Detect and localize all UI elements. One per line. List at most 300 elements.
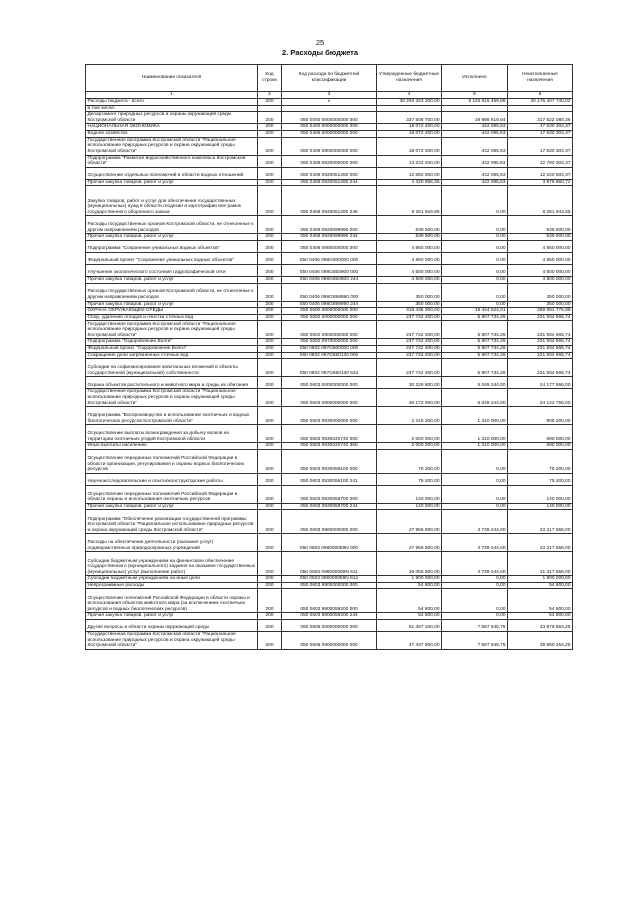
row-classification: 050 0603 0930059100 241 xyxy=(282,473,377,485)
row-code: 200 xyxy=(258,576,282,583)
row-unexecuted: 231 934 665,74 xyxy=(508,359,573,377)
row-name: Расходы государственных органов Костромской области, не отнесенные к другим направлениям расходов xyxy=(86,216,258,234)
row-classification: 050 0603 096000059N 000 xyxy=(282,534,377,552)
row-name: Другие вопросы в области охраны окружающей среды xyxy=(86,620,258,632)
row-name: Подпрограмма "Воспроизводство и использование охотничьих и водных биологических ресурсов Костромской области" xyxy=(86,407,258,425)
row-name: Осуществление переданных полномочий Российской Федерации в области организации, регулирования и охраны водных биологических ресурсов xyxy=(86,449,258,473)
row-approved: 4 420 956,35 xyxy=(377,179,442,186)
row-code: 200 xyxy=(258,443,282,450)
row-unexecuted: 54 800,00 xyxy=(508,582,573,589)
header-unexecuted: Неисполненные назначения xyxy=(508,65,573,92)
row-approved: 18 072 400,00 xyxy=(377,130,442,137)
header-code: Код строки xyxy=(258,65,282,92)
row-approved: 140 000,00 xyxy=(377,503,442,510)
row-classification: 050 0406 098G850900 244 xyxy=(282,276,377,283)
row-name: Сбор, удаление отходов и очистка сточных вод xyxy=(86,314,258,321)
row-code: 200 xyxy=(258,345,282,352)
row-code: 200 xyxy=(258,179,282,186)
row-executed xyxy=(442,105,508,112)
table-row xyxy=(86,473,573,485)
row-name: Прочая закупка товаров, работ и услуг xyxy=(86,234,258,241)
row-classification xyxy=(282,105,377,112)
row-executed: 4 739 244,00 xyxy=(442,534,508,552)
row-name: Прочая закупка товаров, работ и услуг xyxy=(86,276,258,283)
row-classification: 050 0600 0000000000 000 xyxy=(282,308,377,315)
row-executed: 0,00 xyxy=(442,240,508,252)
row-executed: 442 095,63 xyxy=(442,155,508,167)
row-unexecuted: 12 240 804,37 xyxy=(508,167,573,179)
row-unexecuted: 8 261 943,65 xyxy=(508,186,573,216)
row-approved: 350 000,00 xyxy=(377,283,442,301)
row-approved: 27 956 800,00 xyxy=(377,510,442,534)
column-numbers-row xyxy=(86,92,573,99)
row-classification: 050 0602 0970000000 000 xyxy=(282,339,377,346)
row-executed: 0,00 xyxy=(442,485,508,503)
row-approved: 4 500 000,00 xyxy=(377,264,442,276)
row-name: Научноисследовательские и опытноконструкторские работы xyxy=(86,473,258,485)
table-row xyxy=(86,485,573,503)
row-executed: 5 807 734,26 xyxy=(442,352,508,359)
row-name: Государственная программа Костромской области "Рациональное использование природных ресурсов и охрана окружающей среды Костромской области" xyxy=(86,632,258,650)
row-executed: 0,00 xyxy=(442,276,508,283)
table-row xyxy=(86,264,573,276)
row-code: 200 xyxy=(258,308,282,315)
row-unexecuted: 905 200,00 xyxy=(508,407,573,425)
table-row xyxy=(86,167,573,179)
row-unexecuted xyxy=(508,105,573,112)
table-row xyxy=(86,124,573,131)
row-code: 200 xyxy=(258,359,282,377)
table-row xyxy=(86,240,573,252)
row-executed: 0,00 xyxy=(442,576,508,583)
row-approved xyxy=(377,105,442,112)
row-executed: 5 807 734,26 xyxy=(442,321,508,339)
row-approved: 237 742 400,00 xyxy=(377,314,442,321)
row-code: 200 xyxy=(258,301,282,308)
table-row xyxy=(86,389,573,407)
table-row xyxy=(86,552,573,576)
row-code: 200 xyxy=(258,552,282,576)
row-classification: 050 0406 0900000000 000 xyxy=(282,137,377,155)
row-name: Осуществление переданных полномочий Российской Федерации в области охраны и использования охотничьих ресурсов xyxy=(86,485,258,503)
row-executed: 4 739 244,00 xyxy=(442,510,508,534)
row-executed: 7 587 545,75 xyxy=(442,620,508,632)
row-code: 200 xyxy=(258,632,282,650)
table-row xyxy=(86,321,573,339)
row-unexecuted: 317 622 080,36 xyxy=(508,112,573,124)
column-number: 2 xyxy=(258,92,282,99)
row-name: Улучшение экологического состояния гидрографической сети xyxy=(86,264,258,276)
row-classification: 050 0406 0920051280 245 xyxy=(282,186,377,216)
row-executed: 5 807 734,26 xyxy=(442,339,508,346)
row-classification: 050 0603 9900000000 000 xyxy=(282,582,377,589)
header-classification: Код расхода по бюджетной классификации xyxy=(282,65,377,92)
row-executed: 0,00 xyxy=(442,613,508,620)
row-classification: 050 0406 098G899990 000 xyxy=(282,283,377,301)
row-classification: 050 0400 0000000000 000 xyxy=(282,124,377,131)
header-approved: Утвержденные бюджетные назначения xyxy=(377,65,442,92)
row-unexecuted: 17 630 304,37 xyxy=(508,130,573,137)
row-unexecuted: 4 500 000,00 xyxy=(508,264,573,276)
table-row xyxy=(86,137,573,155)
column-number: 5 xyxy=(442,92,508,99)
row-classification: 050 0602 0900000000 000 xyxy=(282,321,377,339)
row-name: Расходы бюджета - всего xyxy=(86,99,258,106)
row-code: 200 xyxy=(258,377,282,389)
row-name: Непрограммные расходы xyxy=(86,582,258,589)
table-row xyxy=(86,216,573,234)
row-classification: 050 0603 0930020740 360 xyxy=(282,443,377,450)
row-name: Субсидии на софинансирование капитальных вложений в объекты государственной (муниципальной) собственности xyxy=(86,359,258,377)
table-row xyxy=(86,112,573,124)
row-approved: 4 850 000,00 xyxy=(377,240,442,252)
row-classification: 050 0603 096000059N 611 xyxy=(282,552,377,576)
row-approved: 75 200,00 xyxy=(377,449,442,473)
row-approved: 1 900 000,00 xyxy=(377,576,442,583)
row-approved: 26 056 800,00 xyxy=(377,552,442,576)
row-unexecuted: 39 850 254,25 xyxy=(508,632,573,650)
row-name: Иные выплаты населению xyxy=(86,443,258,450)
row-approved: 8 261 943,65 xyxy=(377,186,442,216)
row-code: 200 xyxy=(258,589,282,613)
table-row xyxy=(86,407,573,425)
row-executed: 0,00 xyxy=(442,252,508,264)
row-approved: 30 172 000,00 xyxy=(377,389,442,407)
row-name: Сокращение доли загрязненных сточных вод xyxy=(86,352,258,359)
table-row xyxy=(86,179,573,186)
row-approved: 237 742 400,00 xyxy=(377,352,442,359)
row-executed: 4 739 244,00 xyxy=(442,552,508,576)
table-row xyxy=(86,314,573,321)
row-code: 200 xyxy=(258,216,282,234)
row-approved: 13 222 400,00 xyxy=(377,155,442,167)
row-name: Осуществление отдельных полномочий в области водных отношений xyxy=(86,167,258,179)
table-row xyxy=(86,234,573,241)
row-unexecuted: 539 500,00 xyxy=(508,216,573,234)
row-unexecuted: 690 000,00 xyxy=(508,425,573,443)
row-executed: 5 807 734,26 xyxy=(442,359,508,377)
row-approved: 2 000 000,00 xyxy=(377,443,442,450)
row-executed: 442 095,63 xyxy=(442,167,508,179)
row-executed: 442 095,63 xyxy=(442,130,508,137)
column-number: 6 xyxy=(508,92,573,99)
table-row xyxy=(86,130,573,137)
row-code: 200 xyxy=(258,407,282,425)
row-code: 200 xyxy=(258,314,282,321)
row-unexecuted: 23 217 556,00 xyxy=(508,510,573,534)
row-approved: 51 467 100,00 xyxy=(377,620,442,632)
table-row xyxy=(86,276,573,283)
row-unexecuted: 231 934 665,74 xyxy=(508,321,573,339)
row-approved: 350 000,00 xyxy=(377,301,442,308)
row-name: Прочая закупка товаров, работ и услуг xyxy=(86,301,258,308)
row-code: 200 xyxy=(258,534,282,552)
row-executed: 0,00 xyxy=(442,582,508,589)
row-unexecuted: 231 934 665,74 xyxy=(508,352,573,359)
row-classification: 050 0603 0930000000 000 xyxy=(282,407,377,425)
row-code: 200 xyxy=(258,130,282,137)
row-executed: 442 095,63 xyxy=(442,124,508,131)
row-classification: 050 0603 0900000000 000 xyxy=(282,389,377,407)
row-executed: 6 049 244,00 xyxy=(442,377,508,389)
row-name: Субсидии бюджетным учреждениям на иные цели xyxy=(86,576,258,583)
row-name: Прочая закупка товаров, работ и услуг xyxy=(86,179,258,186)
row-unexecuted: 3 978 860,72 xyxy=(508,179,573,186)
row-unexecuted: 12 780 304,37 xyxy=(508,155,573,167)
row-code: 200 xyxy=(258,321,282,339)
row-unexecuted: 350 000,00 xyxy=(508,283,573,301)
row-name: Федеральный проект "Оздоровление Волги" xyxy=(86,345,258,352)
column-number: 4 xyxy=(377,92,442,99)
table-row xyxy=(86,443,573,450)
table-row xyxy=(86,283,573,301)
row-classification: 050 0603 9900059200 000 xyxy=(282,589,377,613)
row-name: Государственная программа Костромской области "Рациональное использование природных ресурсов и охрана окружающей среды Костромской области" xyxy=(86,137,258,155)
row-code: 200 xyxy=(258,613,282,620)
row-approved: 237 742 400,00 xyxy=(377,359,442,377)
row-name: Прочая закупка товаров, работ и услуг xyxy=(86,613,258,620)
row-unexecuted: 350 000,00 xyxy=(508,301,573,308)
row-approved: 54 800,00 xyxy=(377,589,442,613)
row-approved: 47 437 800,00 xyxy=(377,632,442,650)
row-name: Подпрограмма "Оздоровление Волги" xyxy=(86,339,258,346)
row-classification: 050 0406 0920051280 244 xyxy=(282,179,377,186)
table-row xyxy=(86,620,573,632)
row-code: 200 xyxy=(258,252,282,264)
row-executed: 6 049 244,00 xyxy=(442,389,508,407)
row-name: Осуществление выплаты вознаграждения за добычу волков на территории охотничьих угодий Костромской области xyxy=(86,425,258,443)
table-row xyxy=(86,252,573,264)
row-name: Подпрограмма "Сохранение уникальных водных объектов" xyxy=(86,240,258,252)
row-classification: 050 0603 0930059700 244 xyxy=(282,503,377,510)
row-approved: 4 500 000,00 xyxy=(377,276,442,283)
row-name: ОХРАНА ОКРУЖАЮЩЕЙ СРЕДЫ xyxy=(86,308,258,315)
expenses-table xyxy=(85,64,573,650)
row-executed: 19 886 619,64 xyxy=(442,112,508,124)
row-code: 200 xyxy=(258,167,282,179)
row-classification: 050 0603 0000000000 000 xyxy=(282,377,377,389)
row-classification: 050 0603 9900059200 244 xyxy=(282,613,377,620)
row-unexecuted: 75 200,00 xyxy=(508,449,573,473)
row-approved: 2 000 000,00 xyxy=(377,425,442,443)
row-unexecuted: 17 630 304,37 xyxy=(508,124,573,131)
row-code: 200 xyxy=(258,425,282,443)
table-row xyxy=(86,308,573,315)
row-classification: 050 0602 0000000000 000 xyxy=(282,314,377,321)
row-classification: 050 0406 0920099990 000 xyxy=(282,216,377,234)
row-name: Охрана объектов растительного и животного мира и среды их обитания xyxy=(86,377,258,389)
table-row xyxy=(86,510,573,534)
row-executed: 5 807 734,26 xyxy=(442,314,508,321)
row-classification: 050 0605 0900000000 000 xyxy=(282,632,377,650)
row-unexecuted: 231 934 665,74 xyxy=(508,339,573,346)
row-executed: 0,00 xyxy=(442,264,508,276)
row-name: Подпрограмма "Обеспечение реализации государственной программы Костромской области "Рациональное использование природных ресурсов и охрана окружающей среды Костромской области" xyxy=(86,510,258,534)
row-unexecuted: 54 800,00 xyxy=(508,613,573,620)
row-code: 200 xyxy=(258,620,282,632)
row-unexecuted: 4 500 000,00 xyxy=(508,276,573,283)
row-classification: 050 0406 0980000000 000 xyxy=(282,240,377,252)
table-row xyxy=(86,339,573,346)
row-unexecuted: 21 317 556,00 xyxy=(508,552,573,576)
row-classification: 050 0603 0930059100 000 xyxy=(282,449,377,473)
row-executed: 0,00 xyxy=(442,301,508,308)
row-code: 200 xyxy=(258,352,282,359)
row-name: в том числе: xyxy=(86,105,258,112)
row-unexecuted: 24 122 756,00 xyxy=(508,389,573,407)
table-row xyxy=(86,534,573,552)
column-number: 3 xyxy=(282,92,377,99)
table-row xyxy=(86,503,573,510)
page-number: 25 xyxy=(315,38,325,47)
row-unexecuted: 231 934 665,74 xyxy=(508,345,573,352)
row-name: Прочая закупка товаров, работ и услуг xyxy=(86,503,258,510)
row-unexecuted: 299 991 775,99 xyxy=(508,308,573,315)
row-unexecuted: 140 000,00 xyxy=(508,503,573,510)
row-unexecuted: 17 630 304,37 xyxy=(508,137,573,155)
row-classification: 050 0605 0000000000 000 xyxy=(282,620,377,632)
row-classification: 050 0000 0000000000 000 xyxy=(282,112,377,124)
row-executed: 1 310 000,00 xyxy=(442,425,508,443)
row-approved: 18 072 400,00 xyxy=(377,137,442,155)
row-code: 200 xyxy=(258,137,282,155)
row-unexecuted: 4 850 000,00 xyxy=(508,252,573,264)
row-classification: 050 0603 0930059700 000 xyxy=(282,485,377,503)
row-classification: 050 0603 0960000000 000 xyxy=(282,510,377,534)
row-executed: 442 095,63 xyxy=(442,137,508,155)
row-approved: 4 850 000,00 xyxy=(377,252,442,264)
row-code: 200 xyxy=(258,112,282,124)
row-code: 200 xyxy=(258,276,282,283)
row-approved: 140 000,00 xyxy=(377,485,442,503)
row-name: Департамент природных ресурсов и охраны окружающей среды Костромской области xyxy=(86,112,258,124)
table-row xyxy=(86,352,573,359)
row-approved: 237 742 400,00 xyxy=(377,339,442,346)
row-approved: 539 500,00 xyxy=(377,216,442,234)
row-code: 200 xyxy=(258,473,282,485)
row-code: 200 xyxy=(258,99,282,106)
row-code: 200 xyxy=(258,186,282,216)
row-approved: 237 742 400,00 xyxy=(377,345,442,352)
table-row xyxy=(86,449,573,473)
row-executed: 1 310 000,00 xyxy=(442,407,508,425)
table-row xyxy=(86,99,573,106)
row-approved: 54 800,00 xyxy=(377,613,442,620)
row-classification: 050 0406 0920000000 000 xyxy=(282,155,377,167)
row-code: 200 xyxy=(258,510,282,534)
row-unexecuted: 23 217 556,00 xyxy=(508,534,573,552)
row-executed: 0,00 xyxy=(442,589,508,613)
row-name: Закупка товаров, работ и услуг для обеспечения государственных (муниципальных) нужд в области геодезии и картографии вне рамок государственного оборонного заказа xyxy=(86,186,258,216)
row-executed: 5 807 734,26 xyxy=(442,345,508,352)
row-name: НАЦИОНАЛЬНАЯ ЭКОНОМИКА xyxy=(86,124,258,131)
row-code: 200 xyxy=(258,283,282,301)
row-code: 200 xyxy=(258,582,282,589)
table-row xyxy=(86,377,573,389)
row-code: 200 xyxy=(258,234,282,241)
row-classification: 050 0406 098G850900 000 xyxy=(282,264,377,276)
row-unexecuted: 54 800,00 xyxy=(508,589,573,613)
row-approved: 38 293 323 200,00 xyxy=(377,99,442,106)
row-approved: 75 200,00 xyxy=(377,473,442,485)
section-title: 2. Расходы бюджета xyxy=(281,48,359,57)
row-approved: 237 742 400,00 xyxy=(377,321,442,339)
row-approved: 30 226 800,00 xyxy=(377,377,442,389)
table-row xyxy=(86,301,573,308)
column-number: 1 xyxy=(86,92,258,99)
table-row xyxy=(86,576,573,583)
row-unexecuted: 43 879 554,25 xyxy=(508,620,573,632)
row-approved: 539 500,00 xyxy=(377,234,442,241)
row-unexecuted: 140 000,00 xyxy=(508,485,573,503)
row-code: 200 xyxy=(258,339,282,346)
row-executed: 19 444 524,01 xyxy=(442,308,508,315)
row-unexecuted: 1 900 000,00 xyxy=(508,576,573,583)
row-name: Водное хозяйство xyxy=(86,130,258,137)
row-classification: 050 0406 0920051280 000 xyxy=(282,167,377,179)
row-classification: 050 0406 098G800000 000 xyxy=(282,252,377,264)
row-unexecuted: 24 177 556,00 xyxy=(508,377,573,389)
row-executed: 1 310 000,00 xyxy=(442,443,508,450)
table-row xyxy=(86,186,573,216)
row-executed: 0,00 xyxy=(442,473,508,485)
row-classification: 050 0406 0000000000 000 xyxy=(282,130,377,137)
row-executed: 442 095,63 xyxy=(442,179,508,186)
header-name: Наименование показателя xyxy=(86,65,258,92)
row-name: Федеральный проект "Сохранение уникальных водных объектов" xyxy=(86,252,258,264)
row-unexecuted: 4 850 000,00 xyxy=(508,240,573,252)
row-code xyxy=(258,105,282,112)
row-approved: 27 956 800,00 xyxy=(377,534,442,552)
row-classification: 050 0602 097G600000 000 xyxy=(282,345,377,352)
table-row xyxy=(86,632,573,650)
row-executed: 8 116 915 459,98 xyxy=(442,99,508,106)
row-approved: 12 682 900,00 xyxy=(377,167,442,179)
row-code: 200 xyxy=(258,155,282,167)
row-code: 200 xyxy=(258,264,282,276)
row-code: 200 xyxy=(258,240,282,252)
row-classification: 050 0603 0930020740 000 xyxy=(282,425,377,443)
row-unexecuted: 30 176 407 740,02 xyxy=(508,99,573,106)
row-code: 200 xyxy=(258,503,282,510)
row-name: Расходы государственных органов Костромской области, не отнесенные к другим направлениям расходов xyxy=(86,283,258,301)
header-executed: Исполнено xyxy=(442,65,508,92)
row-name: Осуществление полномочий Российской Федерации в области охраны и использования объектов животного мира (за исключением охотничьих ресурсов и водных биологических ресурсов) xyxy=(86,589,258,613)
table-body xyxy=(86,99,573,650)
table-row xyxy=(86,359,573,377)
row-code: 200 xyxy=(258,124,282,131)
row-name: Государственная программа Костромской области "Рациональное использование природных ресурсов и охрана окружающей среды Костромской области" xyxy=(86,389,258,407)
row-classification: 050 0406 098G899990 244 xyxy=(282,301,377,308)
row-classification: 050 0603 096000059N 612 xyxy=(282,576,377,583)
row-executed: 7 587 545,75 xyxy=(442,632,508,650)
row-name: Расходы на обеспечение деятельности (оказание услуг) подведомственных природоохранных учреждений xyxy=(86,534,258,552)
row-approved: 54 800,00 xyxy=(377,582,442,589)
table-row xyxy=(86,105,573,112)
row-name: Государственная программа Костромской области "Рациональное использование природных ресурсов и охрана окружающей среды Костромской области" xyxy=(86,321,258,339)
row-executed: 0,00 xyxy=(442,216,508,234)
table-row xyxy=(86,155,573,167)
row-name: Подпрограмма "Развитие водохозяйственного комплекса Костромской области" xyxy=(86,155,258,167)
row-unexecuted: 539 500,00 xyxy=(508,234,573,241)
row-approved: 337 508 700,00 xyxy=(377,112,442,124)
table-row xyxy=(86,582,573,589)
table-row xyxy=(86,425,573,443)
row-classification: 050 0602 097G650130 000 xyxy=(282,352,377,359)
row-approved: 319 436 300,00 xyxy=(377,308,442,315)
table-row xyxy=(86,589,573,613)
row-executed: 0,00 xyxy=(442,449,508,473)
